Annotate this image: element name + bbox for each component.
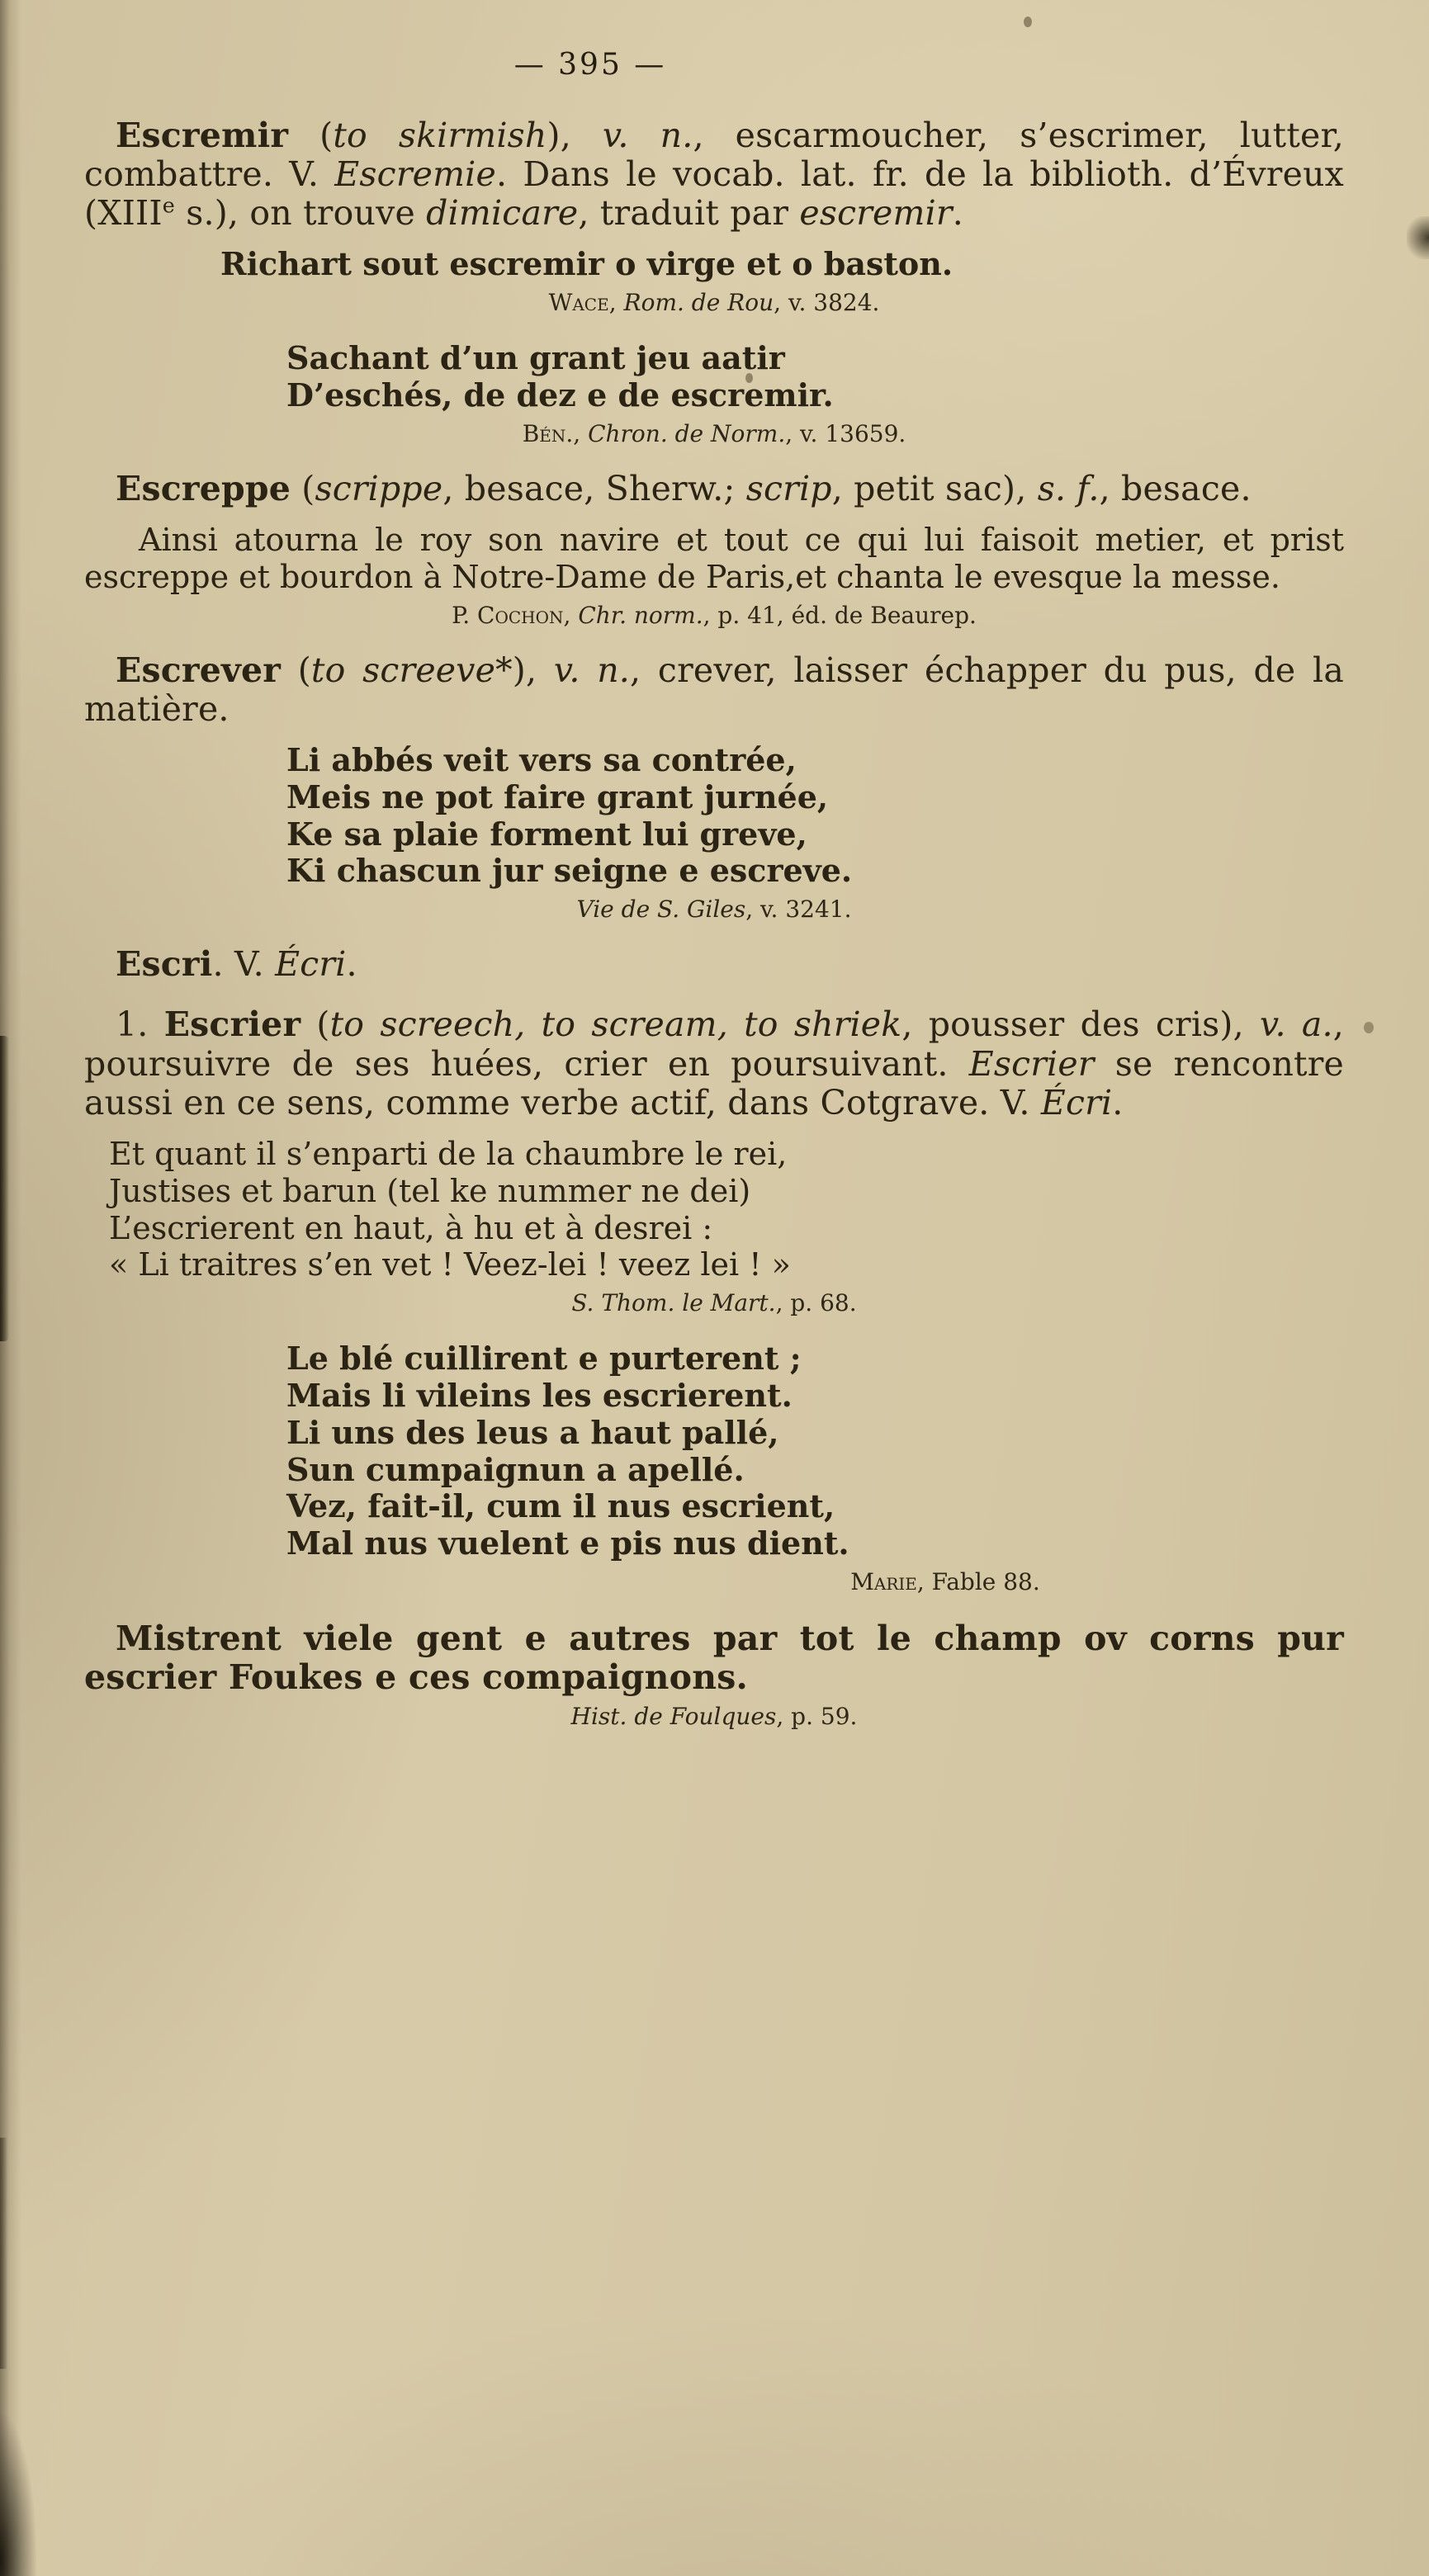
english-gloss: to screech, to scream, to shriek <box>329 1004 902 1045</box>
verse-line: Justises et barun (tel ke nummer ne dei) <box>109 1172 751 1209</box>
headword-escrever: Escrever <box>116 650 282 690</box>
headword-escreppe: Escreppe <box>116 468 291 508</box>
verse-line: Li abbés veit vers sa contrée, <box>286 740 797 778</box>
entry-escrever-definition <box>84 651 1344 729</box>
work-title: Chron. de Norm. <box>588 419 786 447</box>
citation-thomas <box>84 1288 1344 1317</box>
text-segment: , <box>563 601 579 629</box>
work-title: Rom. de Rou <box>623 289 774 317</box>
text-segment: , crever, laisser échapper du pus, de la matière. <box>84 650 1344 729</box>
right-edge-ink-mark <box>1407 216 1429 259</box>
text-segment: . <box>952 193 963 234</box>
english-gloss: to skirmish <box>333 116 547 155</box>
text-segment: ( <box>288 116 334 155</box>
text-segment: , petit sac), <box>831 468 1038 508</box>
verse-line: Vez, fait-il, cum il nus escrient, <box>286 1487 835 1525</box>
verse-line: Ki chascun jur seigne e escreve. <box>286 852 853 890</box>
english-gloss: scrippe <box>315 468 443 508</box>
verse-line: Le blé cuillirent e purterent ; <box>286 1340 802 1378</box>
citation-marie <box>84 1567 1344 1596</box>
verse-line: Sun cumpaignun a apellé. <box>286 1450 745 1488</box>
text-segment: . Dans le vocab. lat. fr. de la biblioth. d’Évreux (XIII <box>84 154 1344 234</box>
verse-line: Et quant il s’enparti de la chaumbre le rei, <box>109 1135 788 1172</box>
text-segment: , escarmoucher, s’escrimer, lutter, combattre. V. <box>84 116 1344 195</box>
verse-reference: , v. 13659. <box>785 419 906 447</box>
work-title: Vie de S. Giles <box>576 896 746 924</box>
verse-line: Sachant d’un grant jeu aatir <box>286 339 785 377</box>
page-number: — 395 — <box>513 48 667 82</box>
verse-line: Li uns des leus a haut pallé, <box>286 1413 779 1451</box>
work-title: Chr. norm. <box>578 601 703 629</box>
corner-ink-blot <box>0 2414 36 2576</box>
ink-speck <box>1024 17 1032 27</box>
quotation-giles <box>286 742 1344 890</box>
latin-term: dimicare <box>426 193 579 234</box>
text-segment: , <box>608 289 624 317</box>
headword-escrier: Escrier <box>163 1004 301 1045</box>
work-title: Hist. de Foulques <box>570 1703 777 1731</box>
headword-escremir: Escremir <box>116 116 289 155</box>
entry-escreppe-definition <box>84 470 1344 508</box>
text-segment: se rencontre aussi en ce sens, comme verbe actif, dans Cotgrave. V. <box>84 1043 1344 1123</box>
author-name: Marie <box>850 1568 917 1596</box>
page-reference: , p. 68. <box>775 1289 857 1317</box>
text-segment: , besace. <box>1099 468 1252 508</box>
citation-wace <box>84 288 1344 317</box>
verse-line: Ke sa plaie forment lui greve, <box>286 815 807 853</box>
term: escremir <box>799 193 953 234</box>
work-title: S. Thom. le Mart. <box>571 1289 776 1317</box>
quotation-thomas <box>109 1136 1344 1283</box>
quotation-benoit <box>286 340 1344 414</box>
citation-foulques <box>84 1702 1344 1731</box>
text-segment: s.), on trouve <box>175 193 427 234</box>
entry-escremir-definition <box>84 116 1344 233</box>
quotation-marie <box>286 1340 1344 1562</box>
citation-giles <box>84 895 1344 924</box>
page-reference: , p. 59. <box>776 1703 858 1731</box>
cross-reference: Écri <box>275 944 347 985</box>
entry-escri-definition <box>84 945 1344 984</box>
fable-reference: , Fable 88. <box>916 1568 1040 1596</box>
text-segment: ), <box>547 116 603 155</box>
text-segment: . V. <box>212 944 276 985</box>
text-segment: ( <box>281 650 311 690</box>
verse-line: « Li traitres s’en vet ! Veez-lei ! veez lei ! » <box>109 1246 791 1283</box>
text-segment: ( <box>300 1004 330 1045</box>
cross-reference: Écri <box>1040 1082 1113 1123</box>
english-gloss: scrip <box>745 468 832 508</box>
verse-reference: , v. 3241. <box>745 896 852 924</box>
verse-line: Mal nus vuelent e pis nus dient. <box>286 1524 849 1562</box>
verse-line: L’escrierent en haut, à hu et à desrei : <box>109 1209 713 1246</box>
verse-line: Meis ne pot faire grant jurnée, <box>286 778 829 815</box>
ordinal-superscript: e <box>162 192 176 218</box>
ink-speck <box>1364 1022 1374 1033</box>
quotation-cochon: Ainsi atourna le roy son navire et tout ce qui lui faisoit metier, et prist escreppe et bourdon à Notre-Dame de Paris,et chanta le evesque la messe. <box>84 522 1344 595</box>
grammar-label: v. a. <box>1259 1004 1333 1045</box>
ink-streak <box>0 1036 9 1341</box>
text-segment: ( <box>291 468 315 508</box>
text-segment: , traduit par <box>578 193 800 234</box>
headword-escri: Escri <box>116 944 213 985</box>
cross-reference: Escremie <box>334 154 496 195</box>
page-reference: , p. 41, éd. de Beaurep. <box>703 601 977 629</box>
english-gloss: to screeve <box>310 650 496 690</box>
verse-line: Mais li vileins les escrierent. <box>286 1377 793 1414</box>
quotation-foulques: Mistrent viele gent e autres par tot le champ ov corns pur escrier Foukes e ces compaignons. <box>84 1619 1344 1698</box>
verse-reference: , v. 3824. <box>774 289 880 317</box>
entry-escrier-definition <box>84 1005 1344 1122</box>
verse-line: D’eschés, de dez e de escremir. <box>286 376 834 414</box>
page-content <box>84 48 1344 1754</box>
text-segment: , pousser des cris), <box>901 1004 1260 1045</box>
text-segment: , <box>573 419 589 447</box>
sense-number: 1. <box>116 1004 164 1045</box>
text-segment: , besace, Sherw.; <box>442 468 746 508</box>
author-name: Wace <box>548 289 609 317</box>
author-name: Bén. <box>522 419 574 447</box>
text-segment: . <box>1112 1082 1124 1123</box>
grammar-label: v. n. <box>602 116 693 155</box>
citation-cochon <box>84 601 1344 630</box>
grammar-label: v. n. <box>553 650 631 690</box>
grammar-label: s. f. <box>1037 468 1100 508</box>
author-name: Cochon <box>477 601 564 629</box>
term: Escrier <box>968 1043 1095 1084</box>
author-initial: P. <box>452 601 478 629</box>
quotation-wace: Richart sout escremir o virge et o baston. <box>220 245 953 283</box>
text-segment: , poursuivre de ses huées, crier en poursuivant. <box>84 1004 1344 1084</box>
ink-streak <box>0 2138 7 2369</box>
text-segment: . <box>346 944 357 985</box>
text-segment: *), <box>495 650 554 690</box>
citation-benoit <box>84 419 1344 448</box>
